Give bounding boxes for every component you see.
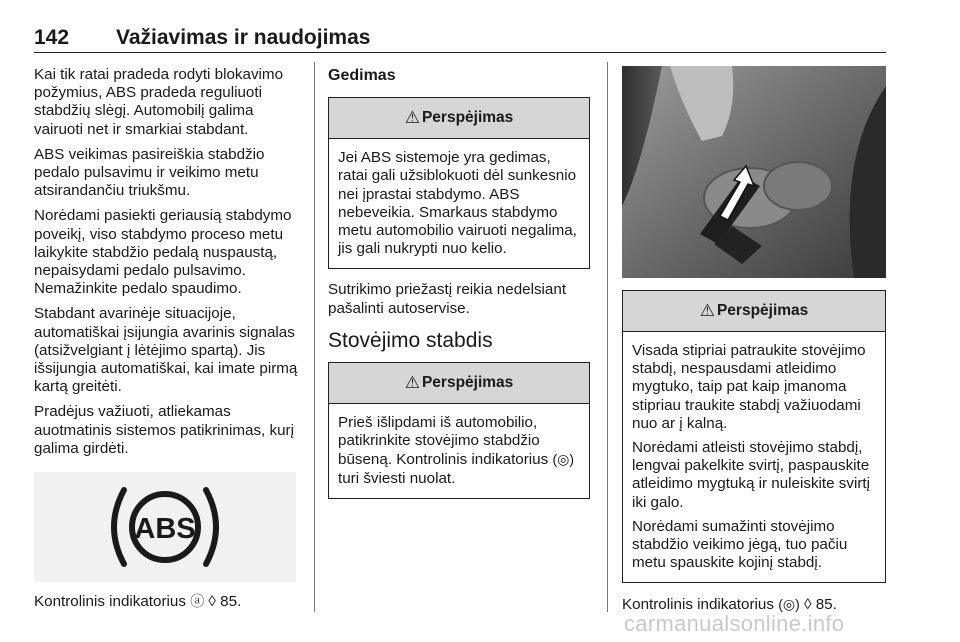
column-divider xyxy=(607,62,608,612)
subsection-heading: Gedimas xyxy=(328,67,396,84)
column-divider xyxy=(314,62,315,612)
warning-text xyxy=(338,414,580,488)
abs-warning-icon xyxy=(34,472,296,582)
column-left xyxy=(34,66,302,618)
body-paragraph: Sutrikimo priežastį reikia nedelsiant pašalinti autoservise. xyxy=(328,281,567,317)
section-heading: Stovėjimo stabdis xyxy=(328,328,493,352)
warning-body xyxy=(623,332,885,582)
parking-brake-indicator-icon: (◎) xyxy=(552,451,574,468)
column-middle xyxy=(328,66,590,511)
warning-title: Perspėjimas xyxy=(421,109,514,127)
page-number: 142 xyxy=(34,26,70,49)
body-paragraph: Pradėjus važiuoti, atliekamas auotmatinis sistemos patikrinimas, kurį galima girdėti. xyxy=(34,403,294,457)
body-paragraph: ABS veikimas pasireiškia stabdžio pedalo pulsavimu ir veikimo metu atsirandančiu triukšmu. xyxy=(34,145,265,200)
reference-arrow-icon: ◊ xyxy=(208,593,216,611)
warning-triangle-icon: ⚠ xyxy=(699,300,715,320)
warning-title: Perspėjimas xyxy=(716,301,809,319)
indicator-caption xyxy=(34,592,302,611)
warning-box xyxy=(328,97,590,269)
warning-text-part: turi šviesti nuolat. xyxy=(338,469,456,487)
chapter-title: Važiavimas ir naudojimas xyxy=(116,26,371,49)
warning-title: Perspėjimas xyxy=(421,373,514,391)
body-paragraph: Norėdami pasiekti geriausią stabdymo poveikį, viso stabdymo proceso metu laikykite stabdžio pedalą nuspaustą, nepaisydami pedalo pulsavimo. Nemažinkite pedalo spaudimo. xyxy=(34,207,292,298)
watermark-text: carmanualsonline.info xyxy=(624,611,845,636)
parking-brake-lever-image xyxy=(622,66,886,278)
abs-outer-arc-left xyxy=(114,490,124,564)
warning-triangle-icon: ⚠ xyxy=(404,108,420,128)
parking-brake-indicator-icon: (◎) xyxy=(778,596,800,613)
warning-text-part: Prieš išlipdami iš automobilio, patikrinkite stovėjimo stabdžio būseną. Kontrolinis indikatorius xyxy=(338,414,549,469)
caption-text: Kontrolinis indikatorius xyxy=(622,596,774,614)
warning-box xyxy=(622,290,886,583)
warning-text: Jei ABS sistemoje yra gedimas, ratai gali užsiblokuoti dėl sunkesnio nei įprastai stabdymo. ABS nebeveikia. Smarkaus stabdymo metu automobilio vairuoti negalima, jis gali nukrypti nuo kelio. xyxy=(338,149,577,258)
warning-text: Norėdami sumažinti stovėjimo stabdžio veikimo jėgą, tuo pačiu metu spauskite kojinį stabdį. xyxy=(632,517,848,572)
cupholder-right xyxy=(764,162,832,210)
warning-text: Visada stipriai patraukite stovėjimo stabdį, nespausdami atleidimo mygtuko, taip pat kaip įmanoma stipriau traukite stabdį važiuodami nuo ar į kalną. xyxy=(632,342,866,432)
warning-title-bar xyxy=(329,98,589,139)
parking-brake-photo xyxy=(622,66,886,278)
warning-body xyxy=(329,139,589,268)
abs-indicator-figure xyxy=(34,472,296,582)
abs-symbol-icon: ⓐ xyxy=(190,593,205,610)
page-header xyxy=(34,26,886,53)
reference-arrow-icon: ◊ xyxy=(803,596,812,614)
abs-text: ABS xyxy=(134,513,196,546)
abs-outer-arc-right xyxy=(206,490,216,564)
column-right xyxy=(622,66,886,622)
page-reference[interactable]: 85. xyxy=(220,593,242,611)
caption-text: Kontrolinis indikatorius xyxy=(34,593,186,611)
warning-box xyxy=(328,362,590,499)
warning-triangle-icon: ⚠ xyxy=(404,372,420,392)
body-paragraph: Stabdant avarinėje situacijoje, automatiškai įsijungia avarinis signalas (atsižvelgiant į lėtėjimo spartą). Jis išsijungia automatiškai, kai imate pirmą kartą greitėti. xyxy=(34,305,298,396)
warning-title-bar xyxy=(623,291,885,332)
warning-text: Norėdami atleisti stovėjimo stabdį, lengvai pakelkite svirtį, paspauskite atleidimo mygtuką ir nuleiskite svirtį iki galo. xyxy=(632,439,871,511)
body-paragraph: Kai tik ratai pradeda rodyti blokavimo požymius, ABS pradeda reguliuoti stabdžių slėgį. Automobilį galima vairuoti net ir smarkiai stabdant. xyxy=(34,66,284,138)
warning-body xyxy=(329,404,589,498)
page-reference[interactable]: 85. xyxy=(815,596,837,614)
warning-title-bar xyxy=(329,363,589,404)
